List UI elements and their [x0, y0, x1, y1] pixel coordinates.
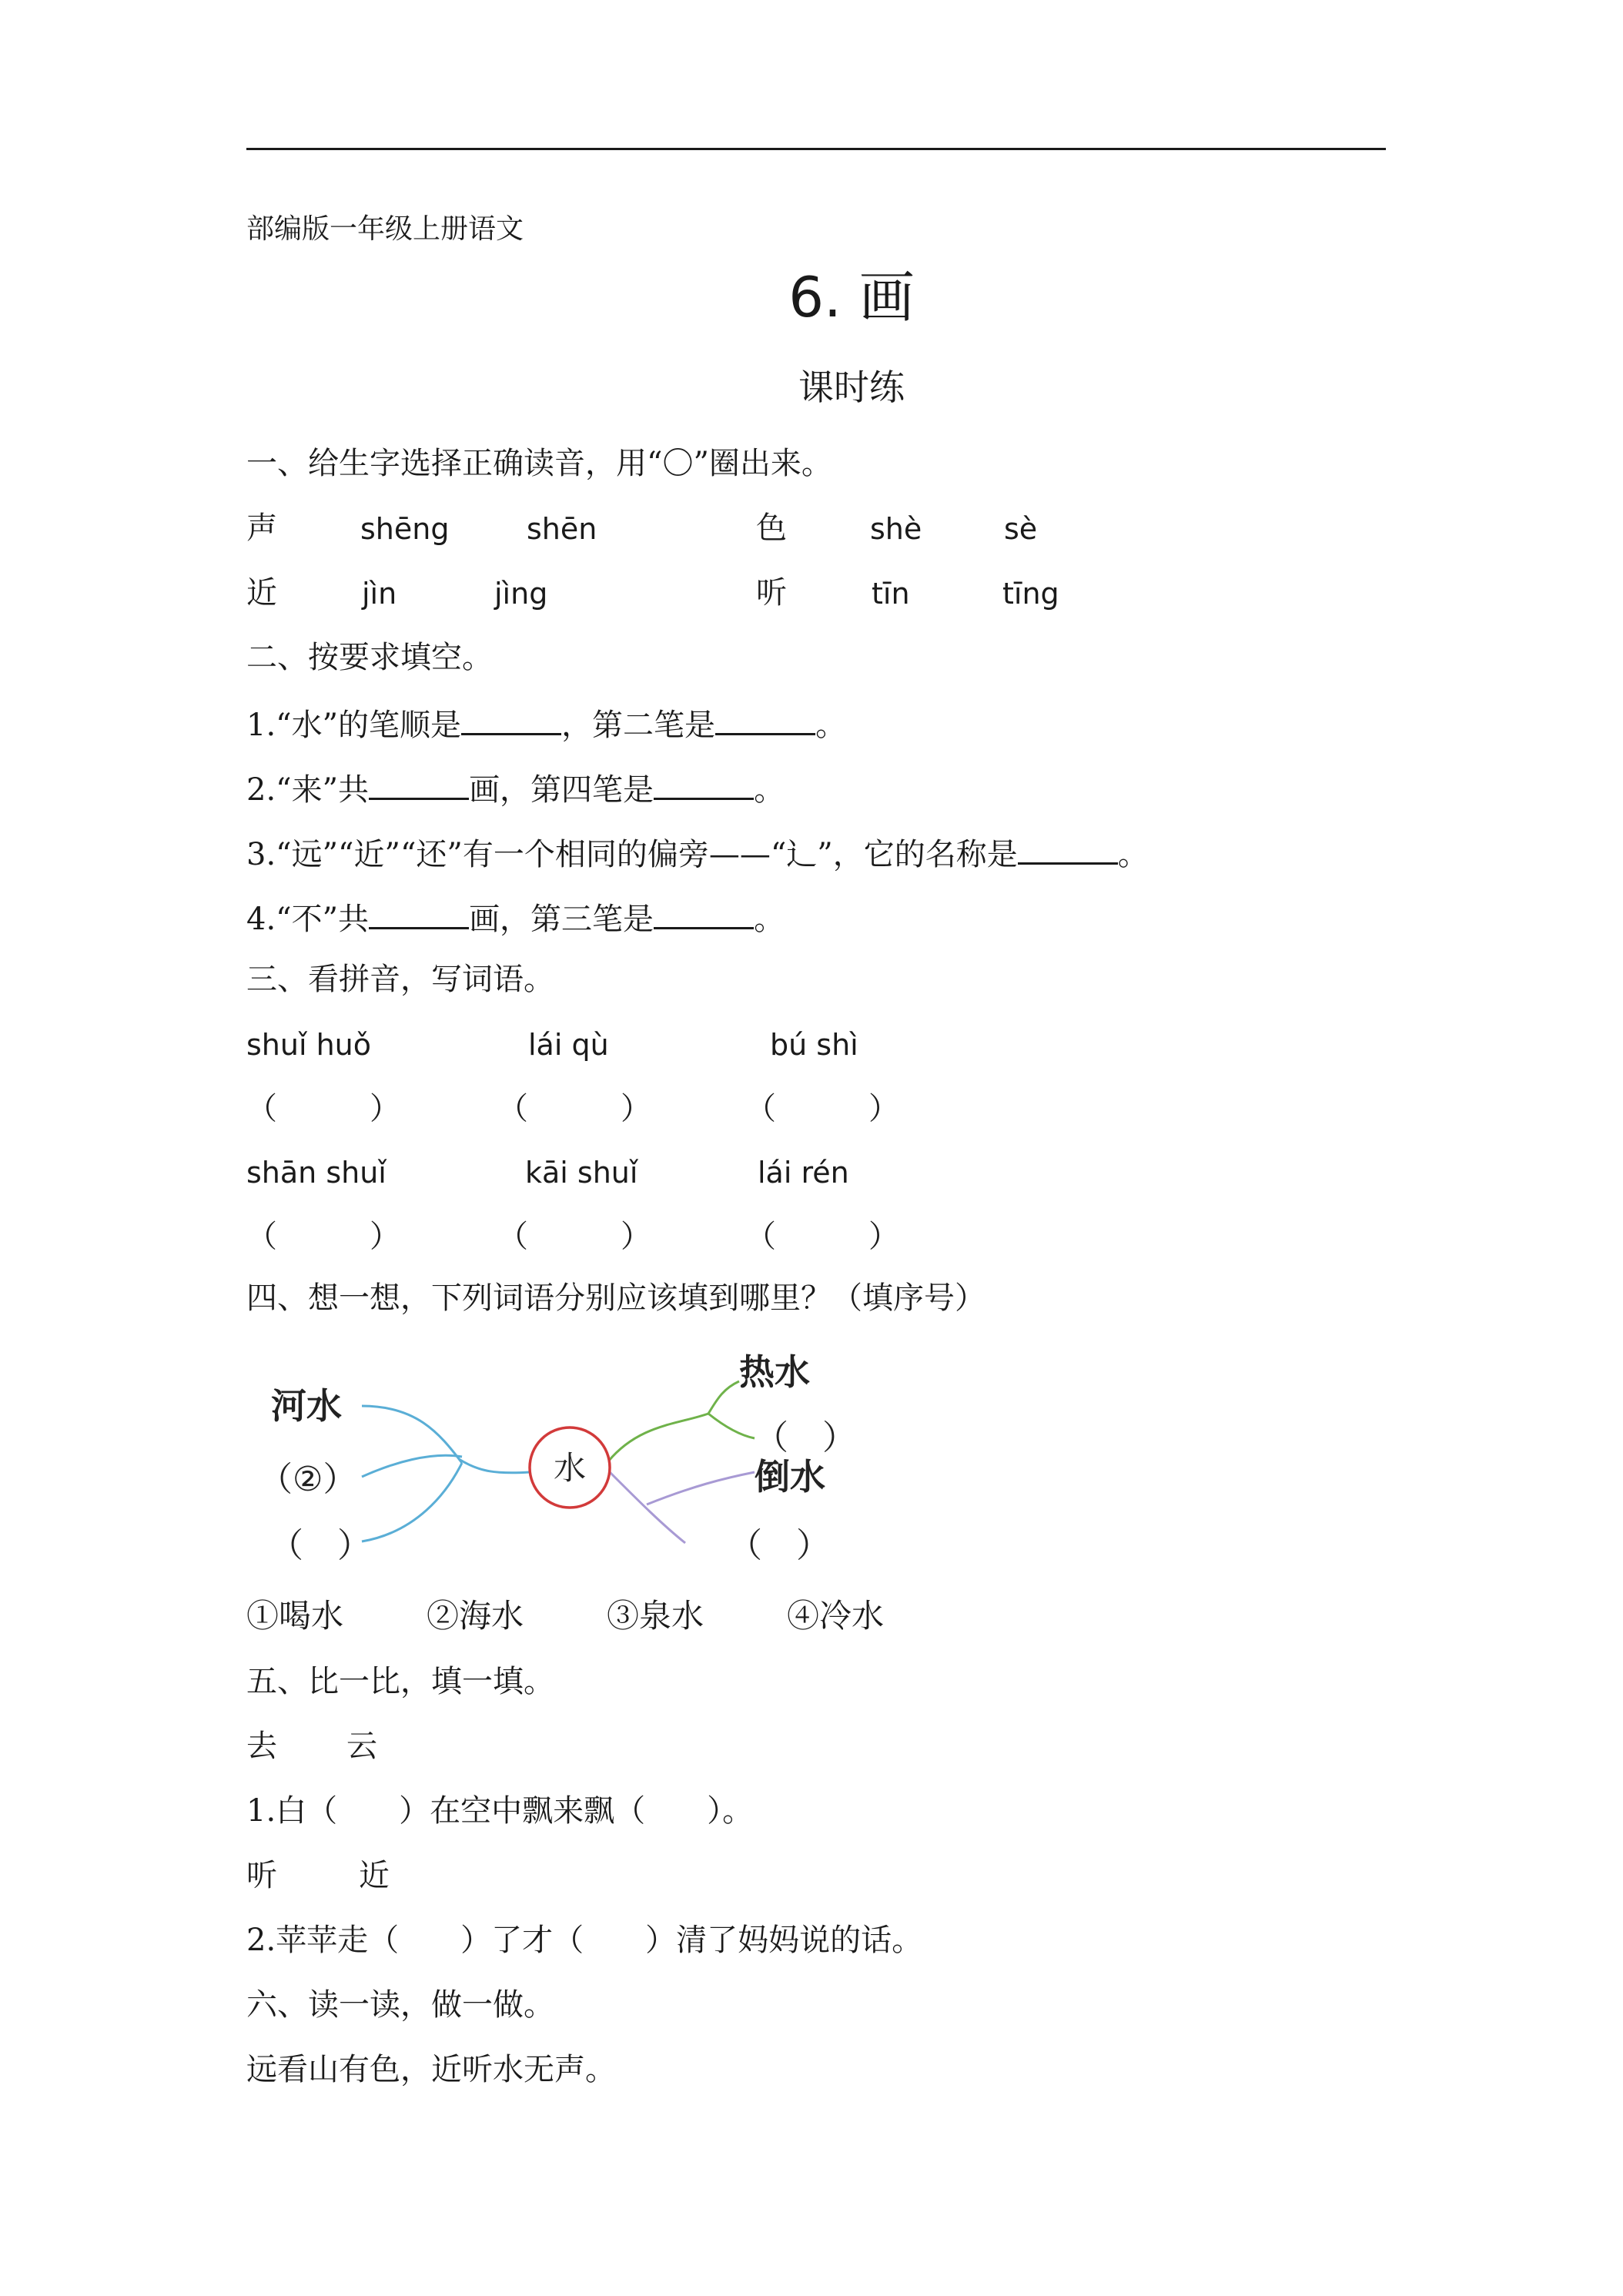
- word-web-diagram: [246, 1340, 893, 1578]
- center-word: 水: [553, 1449, 587, 1487]
- text: 。: [815, 708, 847, 743]
- pinyin-word: lái qù: [528, 1028, 609, 1062]
- text: 。: [1117, 837, 1149, 872]
- text: 。: [754, 902, 785, 937]
- compare-char: 云: [346, 1729, 377, 1764]
- answer-parentheses[interactable]: （ ）: [246, 1091, 400, 1126]
- section-5-heading: 五、比一比，填一填。: [246, 1664, 554, 1699]
- answer-parentheses[interactable]: （ ）: [497, 1091, 651, 1126]
- branch-line: [362, 1463, 462, 1541]
- branch-line: [647, 1472, 755, 1504]
- branch-line: [708, 1414, 755, 1438]
- fill-question-3: [246, 836, 1149, 870]
- text: 3.“远”“近”“还”有一个相同的偏旁——“辶”，它的名称是: [246, 837, 1018, 872]
- pinyin-option[interactable]: shè: [870, 512, 922, 546]
- compare-char: 听: [246, 1858, 277, 1893]
- branch-line: [362, 1455, 462, 1477]
- fill-question-1: [246, 707, 846, 741]
- text: 。: [754, 772, 785, 808]
- fill-question-4: [246, 901, 785, 935]
- pinyin-word: kāi shuǐ: [525, 1156, 638, 1190]
- char: 近: [246, 575, 277, 611]
- page-subtitle: 课时练: [798, 366, 905, 408]
- river-water-word: 河水: [271, 1385, 342, 1427]
- hot-water-word: 热水: [739, 1351, 810, 1393]
- answer-blank[interactable]: [654, 901, 754, 929]
- fill-sentence-2[interactable]: 2.苹苹走（ ）了才（ ）清了妈妈说的话。: [246, 1923, 923, 1958]
- branch-line: [608, 1471, 685, 1543]
- fill-sentence-1[interactable]: 1.白（ ）在空中飘来飘（ ）。: [246, 1793, 754, 1829]
- pinyin-word: shān shuǐ: [246, 1156, 387, 1190]
- subject-label: 部编版一年级上册语文: [246, 213, 524, 245]
- branch-line: [459, 1459, 530, 1473]
- char: 色: [756, 510, 787, 546]
- section-1-heading: 一、给生字选择正确读音，用“〇”圈出来。: [246, 446, 832, 481]
- page-title: 6. 画: [788, 265, 915, 330]
- fill-question-2: [246, 771, 785, 808]
- compare-char: 近: [359, 1858, 390, 1893]
- pinyin-option[interactable]: shēng: [360, 512, 450, 546]
- answer-parentheses[interactable]: （ ）: [745, 1219, 899, 1254]
- option-item: ③泉水: [607, 1597, 704, 1635]
- pinyin-option[interactable]: jìn: [362, 577, 397, 611]
- option-item: ②海水: [427, 1597, 524, 1635]
- text: ，第二笔是: [561, 708, 716, 743]
- filled-answer: （②）: [259, 1460, 357, 1499]
- compare-char: 去: [246, 1729, 277, 1764]
- text: 2.“来”共: [246, 772, 370, 808]
- section-6-heading: 六、读一读，做一做。: [246, 1987, 554, 2023]
- empty-answer[interactable]: （ ）: [269, 1526, 371, 1565]
- pour-water-word: 倒水: [755, 1456, 825, 1498]
- answer-blank[interactable]: [369, 771, 469, 800]
- section-2-heading: 二、按要求填空。: [246, 640, 493, 675]
- text: 画，第四笔是: [469, 772, 654, 808]
- pinyin-option[interactable]: shēn: [527, 512, 597, 546]
- answer-blank[interactable]: [654, 771, 754, 800]
- empty-answer[interactable]: （ ）: [728, 1526, 830, 1565]
- section-3-heading: 三、看拼音，写词语。: [246, 962, 554, 997]
- answer-blank[interactable]: [461, 707, 561, 735]
- text: 1.“水”的笔顺是: [246, 708, 462, 743]
- branch-line: [708, 1381, 739, 1414]
- char: 声: [246, 510, 277, 546]
- answer-blank[interactable]: [1018, 836, 1118, 865]
- answer-blank[interactable]: [715, 707, 815, 735]
- answer-parentheses[interactable]: （ ）: [246, 1219, 400, 1254]
- option-item: ①喝水: [246, 1597, 344, 1635]
- branch-line: [608, 1414, 708, 1461]
- pinyin-option[interactable]: tīn: [872, 577, 910, 611]
- pinyin-option[interactable]: jìng: [494, 577, 548, 611]
- pinyin-word: bú shì: [770, 1028, 858, 1062]
- pinyin-option[interactable]: sè: [1004, 512, 1038, 546]
- option-item: ④冷水: [787, 1597, 885, 1635]
- pinyin-word: shuǐ huǒ: [246, 1028, 372, 1062]
- top-rule: [246, 148, 1386, 150]
- answer-blank[interactable]: [369, 901, 469, 929]
- answer-parentheses[interactable]: （ ）: [745, 1091, 899, 1126]
- section-4-heading: 四、想一想，下列词语分别应该填到哪里？（填序号）: [246, 1280, 986, 1316]
- text: 4.“不”共: [246, 902, 370, 937]
- answer-parentheses[interactable]: （ ）: [497, 1219, 651, 1254]
- text: 画，第三笔是: [469, 902, 654, 937]
- char: 听: [756, 575, 787, 611]
- pinyin-option[interactable]: tīng: [1002, 577, 1059, 611]
- poem-line: 远看山有色，近听水无声。: [246, 2052, 616, 2087]
- pinyin-word: lái rén: [758, 1156, 849, 1190]
- empty-answer[interactable]: （ ）: [755, 1418, 856, 1458]
